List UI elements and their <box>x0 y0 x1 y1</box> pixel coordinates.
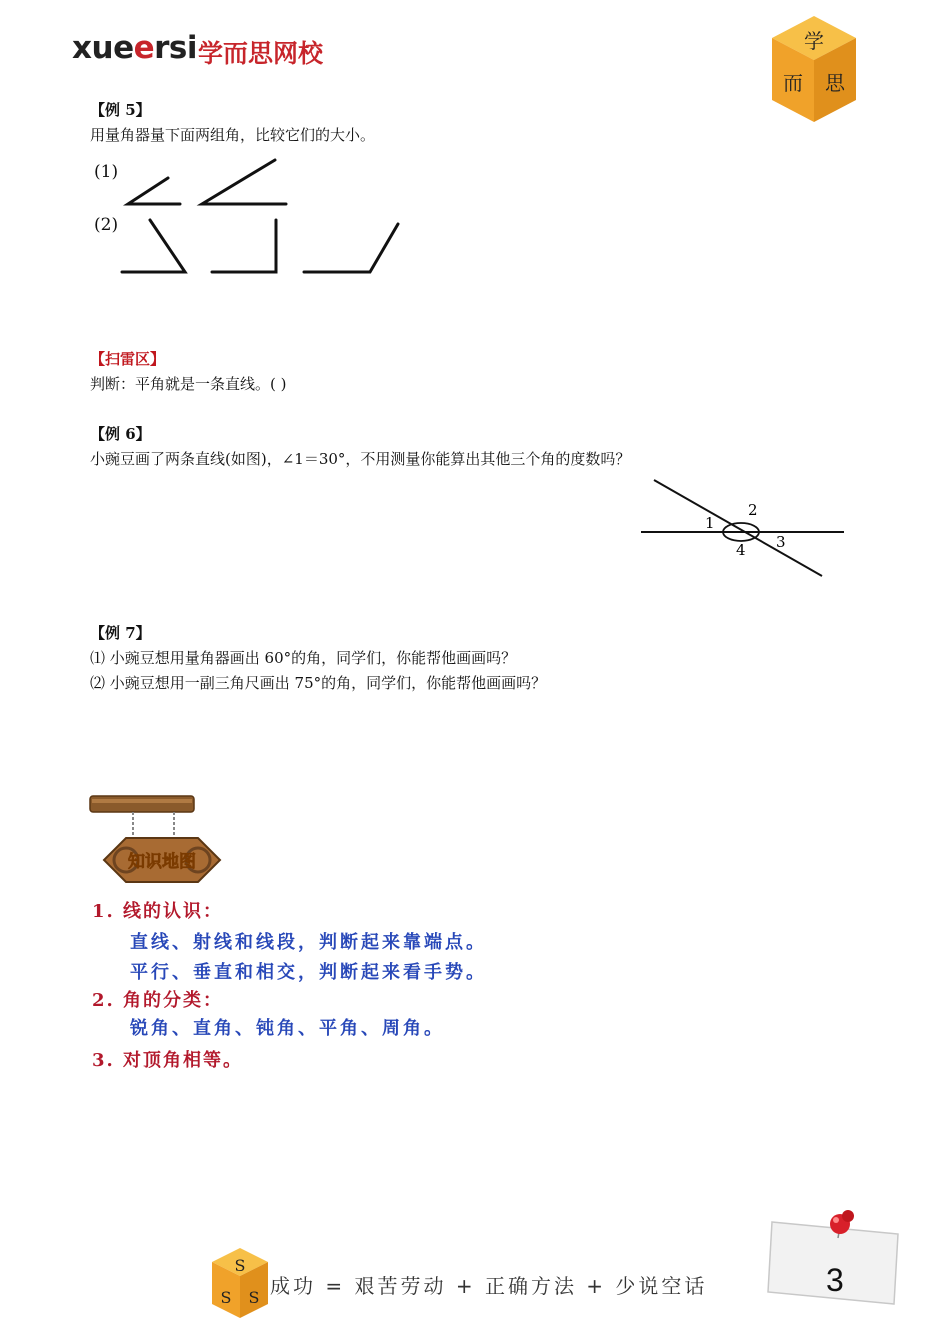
logo-char-er: 而 <box>783 71 803 95</box>
map-item-2-line-1: 锐角、直角、钝角、平角、周角。 <box>130 1018 445 1039</box>
angle-label-1: 1 <box>705 514 715 532</box>
angle-1a <box>128 178 180 204</box>
map-item-2-title: 2. 角的分类： <box>92 990 224 1011</box>
logo-char-si: 思 <box>825 71 845 95</box>
example7-label: 【例 7】 <box>90 624 151 642</box>
map-item-1-title: 1. 线的认识： <box>92 901 224 922</box>
map-item-3-title: 3. 对顶角相等。 <box>92 1050 244 1071</box>
example5-label: 【例 5】 <box>90 101 151 119</box>
brand-logo-en: xueersi <box>72 30 197 66</box>
example5-group2-label: (2) <box>94 215 119 235</box>
knowledge-map-sign-text: 知识地图 <box>128 852 196 872</box>
example5-group1-label: (1) <box>94 162 119 182</box>
intersecting-lines-figure <box>636 474 848 584</box>
sss-cube-icon <box>210 1246 270 1320</box>
footer-motto: 成功 = 艰苦劳动 + 正确方法 + 少说空话 <box>270 1274 708 1298</box>
example7-q2: ⑵ 小豌豆想用一副三角尺画出 75°的角，同学们，你能帮他画画吗？ <box>90 674 547 692</box>
minefield-label: 【扫雷区】 <box>90 350 166 368</box>
angle-2c <box>304 224 398 272</box>
angle-1b <box>202 160 286 204</box>
example6-question: 小豌豆画了两条直线(如图)，∠1＝30°，不用测量你能算出其他三个角的度数吗？ <box>90 450 631 468</box>
cube-logo-icon <box>770 14 860 126</box>
svg-text:S: S <box>248 1288 260 1307</box>
brand-logo-cn: 学而思网校 <box>198 39 324 68</box>
svg-text:S: S <box>220 1288 232 1307</box>
map-item-1-line-1: 直线、射线和线段，判断起来靠端点。 <box>130 932 487 953</box>
example6-label: 【例 6】 <box>90 425 151 443</box>
minefield-question: 判断：平角就是一条直线。( ) <box>90 375 287 393</box>
angle-2b <box>212 220 276 272</box>
example5-question: 用量角器量下面两组角，比较它们的大小。 <box>90 126 376 144</box>
map-item-1-line-2: 平行、垂直和相交，判断起来看手势。 <box>130 962 487 983</box>
page-number: 3 <box>826 1262 844 1298</box>
angle-2a <box>122 220 185 272</box>
svg-text:S: S <box>234 1256 246 1275</box>
example5-angles-figure <box>110 150 410 280</box>
angle-label-2: 2 <box>748 501 758 519</box>
example7-q1: ⑴ 小豌豆想用量角器画出 60°的角，同学们，你能帮他画画吗？ <box>90 649 517 667</box>
logo-char-xue: 学 <box>804 29 824 53</box>
angle-label-3: 3 <box>776 533 786 551</box>
angle-label-4: 4 <box>736 541 746 559</box>
knowledge-map-sign-icon <box>88 792 228 890</box>
